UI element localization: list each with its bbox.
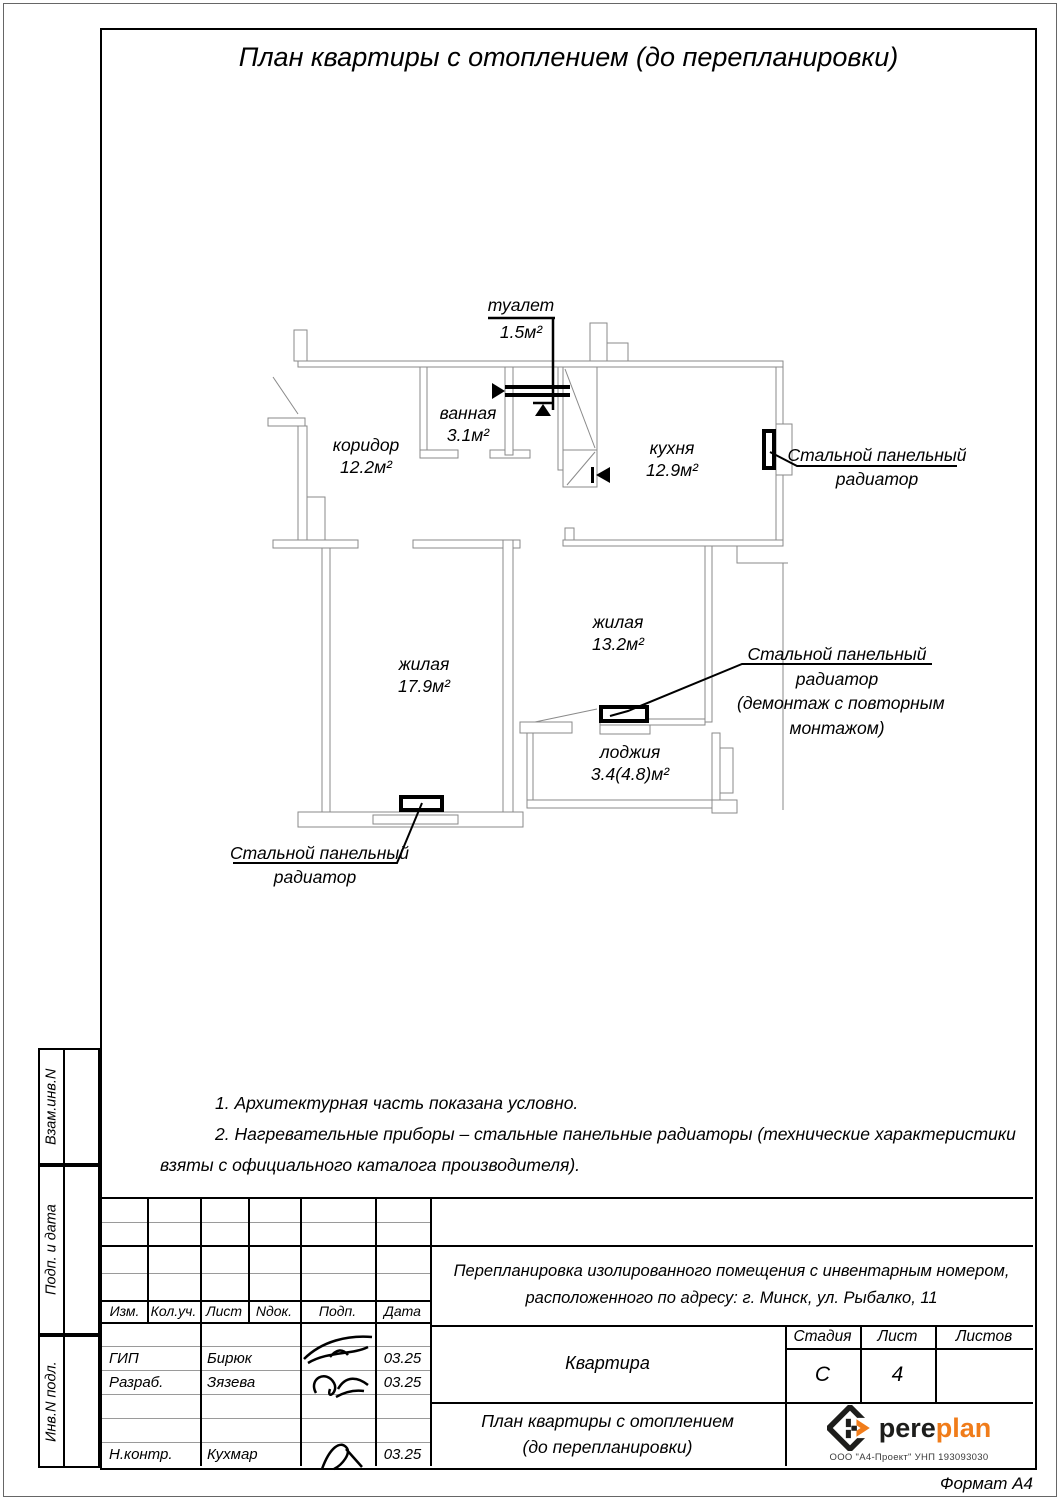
room-name: жилая — [592, 612, 644, 632]
sheets-value — [935, 1348, 1033, 1402]
row-name: Бирюк — [207, 1349, 252, 1367]
room-name: лоджия — [599, 742, 661, 762]
reinstall-radiator — [601, 707, 647, 721]
note-1: 1. Архитектурная часть показана условно. — [215, 1093, 579, 1113]
drawing-name — [430, 1402, 785, 1466]
callout-bottom-radiator — [230, 841, 410, 889]
brand-wordmark — [879, 1413, 992, 1444]
signature-razrab — [306, 1371, 372, 1401]
room-label-loggia — [560, 741, 700, 785]
title-block — [102, 1197, 1033, 1466]
callout-line: Стальной панельный — [787, 445, 967, 465]
callout-line: Стальной панельный — [747, 644, 927, 664]
line — [102, 1418, 430, 1419]
line — [200, 1197, 202, 1466]
brand-plan: plan — [935, 1412, 992, 1443]
signature-gip — [302, 1329, 374, 1369]
object-name: Квартира — [565, 1353, 650, 1373]
callout-line: радиатор — [273, 867, 357, 887]
side-label: Подп. и дата — [43, 1204, 60, 1296]
row-role: Н.контр. — [109, 1445, 173, 1463]
callout-line: радиатор — [795, 668, 879, 689]
brand-pere: pere — [878, 1412, 936, 1443]
room-name: жилая — [398, 654, 450, 674]
room-name: ванная — [439, 403, 497, 423]
sheet-label: Лист — [877, 1327, 918, 1345]
line — [102, 1197, 1033, 1199]
room-label-corridor — [296, 434, 436, 478]
drawing-name-line1: План квартиры с отоплением — [481, 1411, 734, 1431]
room-label-kitchen — [602, 437, 742, 481]
row-date: 03.25 — [383, 1445, 422, 1463]
kitchen-radiator — [764, 431, 774, 468]
row-name: Зязева — [207, 1373, 256, 1391]
sheets-label: Листов — [955, 1327, 1013, 1345]
line — [102, 1394, 430, 1395]
room-label-living-17 — [354, 653, 494, 697]
callout-reinstall-radiator — [737, 642, 945, 740]
stage-label: Стадия — [793, 1327, 852, 1345]
room-area: 1.5м² — [499, 322, 543, 342]
callout-line: (демонтаж с повторным — [737, 693, 945, 713]
walls — [268, 323, 792, 827]
row-role: ГИП — [109, 1349, 139, 1367]
col-koluch: Кол.уч. — [150, 1303, 197, 1319]
divider — [63, 1050, 65, 1163]
sheet-value: 4 — [891, 1363, 904, 1386]
company-details: ООО "А4-Проект" УНП 193093030 — [829, 1452, 989, 1463]
line — [102, 1222, 430, 1223]
col-list: Лист — [205, 1303, 243, 1319]
callout-kitchen-radiator — [782, 444, 972, 491]
format-label: Формат А4 — [939, 1474, 1033, 1493]
callout-line: радиатор — [835, 468, 919, 489]
notes-block — [160, 1088, 1040, 1181]
room-name: кухня — [649, 438, 695, 458]
project-line1: Перепланировка изолированного помещения с инвентарным номером, — [453, 1262, 1010, 1280]
line — [102, 1273, 430, 1274]
row-date: 03.25 — [383, 1349, 422, 1367]
room-area: 17.9м² — [398, 676, 450, 696]
callout-line: Стальной панельный — [230, 843, 410, 863]
project-line2: расположенного по адресу: г. Минск, ул. Рыбалко, 11 — [525, 1289, 938, 1307]
divider — [63, 1167, 65, 1333]
divider — [63, 1337, 65, 1466]
room-area: 12.2м² — [340, 457, 392, 477]
side-cell-vzam — [38, 1048, 100, 1165]
row-role: Разраб. — [109, 1373, 164, 1391]
side-label: Инв.N подл. — [43, 1361, 60, 1442]
pereplan-diamond-icon — [827, 1405, 873, 1451]
line — [102, 1322, 430, 1324]
note-2: 2. Нагревательные приборы – стальные панельные радиаторы (технические характеристики взяты с официального каталога производителя). — [160, 1124, 1016, 1175]
drawing-name-line2: (до перепланировки) — [522, 1437, 693, 1457]
room-area: 3.1м² — [446, 425, 490, 445]
room-label-toilet — [451, 294, 591, 316]
sheet-title: План квартиры с отоплением (до перепланировки) — [238, 42, 899, 72]
col-podp: Подп. — [318, 1303, 357, 1319]
project-description — [430, 1245, 1033, 1325]
row-date: 03.25 — [383, 1373, 422, 1391]
col-ndok: Nдок. — [255, 1303, 293, 1319]
col-data: Дата — [384, 1303, 421, 1319]
callout-line: монтажом) — [789, 717, 885, 738]
side-label: Взам.инв.N — [43, 1068, 60, 1145]
stage-value: С — [814, 1363, 831, 1386]
side-cell-inv — [38, 1335, 100, 1468]
room-area: 13.2м² — [592, 634, 644, 654]
room-label-living-13 — [548, 611, 688, 655]
row-name: Кухмар — [207, 1445, 258, 1463]
room-area: 12.9м² — [646, 460, 698, 480]
room-name: коридор — [332, 435, 400, 455]
room-area-toilet — [451, 321, 591, 343]
side-cell-podp — [38, 1165, 100, 1335]
room-name: туалет — [487, 295, 555, 315]
room-area: 3.4(4.8)м² — [590, 764, 670, 784]
line — [375, 1197, 377, 1466]
col-izm: Изм. — [109, 1303, 140, 1319]
company-logo — [785, 1402, 1033, 1466]
signature-nkontr — [310, 1437, 370, 1473]
